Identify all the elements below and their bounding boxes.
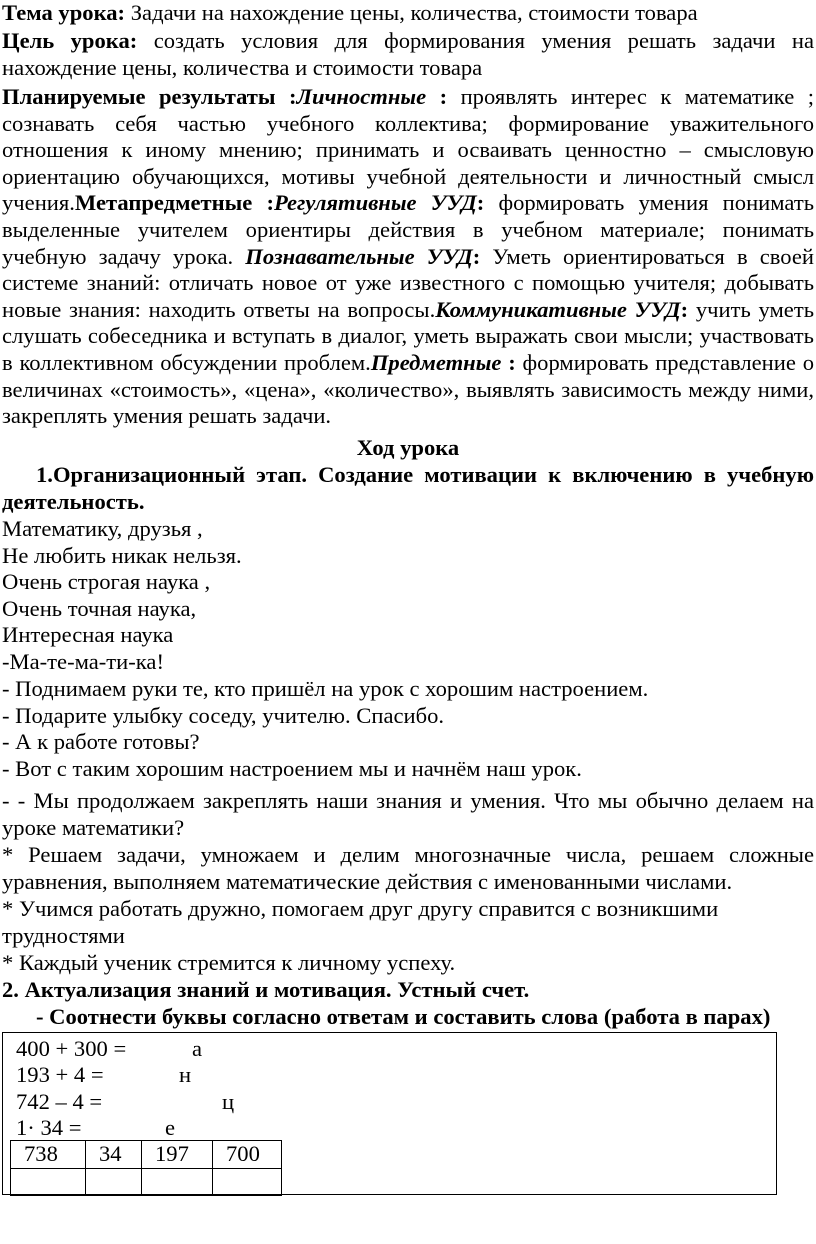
regulative-colon: : — [476, 190, 485, 216]
letter-input-cell[interactable] — [11, 1168, 86, 1195]
answers-table — [10, 1140, 282, 1196]
personal-label: Личностные — [296, 84, 427, 109]
math-question: - - Мы продолжаем закреплять наши знания и умения. Что мы обычно делаем на уроке математики? — [2, 788, 814, 840]
dialog-line: - Вот с таким хорошим настроением мы и начнём наш урок. — [2, 755, 582, 781]
personal-colon: : — [426, 84, 448, 109]
task-row — [16, 1036, 203, 1063]
answers-row — [11, 1141, 282, 1169]
task-row — [16, 1062, 192, 1089]
exercise-title: - Соотнести буквы согласно ответам и составить слова (работа в парах) — [36, 1004, 771, 1029]
dialog-line: - Поднимаем руки те, кто пришёл на урок с хорошим настроением. — [2, 676, 649, 701]
answer-cell: 197 — [142, 1141, 213, 1169]
communicative-text: учить уметь слушать собеседника и вступать в диалог, уметь выражать свои мысли; участвовать в коллективном обсуждении проблем. — [2, 296, 815, 375]
subject-colon: : — [501, 349, 516, 375]
letter-input-cell[interactable] — [213, 1168, 282, 1195]
bullet-item: * Учимся работать дружно, помогаем друг другу справится с возникшими трудностями — [2, 896, 719, 948]
cognitive-text: Уметь ориентироваться в своей системе знаний: отличать новое от уже известного с помощью учителя; добывать новые знания: находить ответы на вопросы. — [2, 243, 814, 322]
topic-text: Задачи на нахождение цены, количества, стоимости товара — [125, 0, 698, 25]
subject-label: Предметные — [370, 349, 502, 375]
topic-line — [2, 0, 698, 27]
cognitive-colon: : — [472, 243, 481, 269]
poem-line: Очень строгая наука , — [2, 569, 211, 594]
task-expression: 193 + 4 = — [16, 1062, 104, 1087]
goal-paragraph — [2, 28, 814, 81]
meta-label: Метапредметные : — [74, 190, 275, 216]
answer-cell: 738 — [11, 1141, 86, 1169]
task-row — [16, 1115, 176, 1142]
task-letter: а — [192, 1036, 203, 1061]
dialog-line: - Подарите улыбку соседу, учителю. Спасибо. — [2, 702, 445, 728]
stage1-title: 1.Организационный этап. Создание мотивации к включению в учебную деятельность. — [2, 462, 814, 514]
stage2-title: 2. Актуализация знаний и мотивация. Устный счет. — [2, 977, 530, 1002]
task-expression: 400 + 300 = — [16, 1036, 127, 1061]
letter-input-cell[interactable] — [86, 1168, 142, 1195]
bullet-item: * Решаем задачи, умножаем и делим многозначные числа, решаем сложные уравнения, выполняем математические действия с именованными числами. — [2, 842, 814, 894]
answer-cell: 34 — [86, 1141, 142, 1169]
task-letter: н — [179, 1062, 192, 1087]
personal-text: проявлять интерес к математике ; сознавать себя частью учебного коллектива; формирование уважительного отношения к иному мнению; принимать и осваивать ценностно – смысловую ориентацию обучающихся, мотивы учебной деятельности и личностный смысл учения. — [2, 84, 814, 216]
letter-input-cell[interactable] — [142, 1168, 213, 1195]
teacher-dialog — [2, 676, 648, 782]
exercise-box — [2, 1032, 777, 1195]
regulative-text: формировать умения понимать выделенные учителем ориентиры действия в учебном материале; понимать учебную задачу урока. — [2, 190, 815, 269]
task-letter: е — [165, 1115, 176, 1140]
goal-text: создать условия для формирования умения решать задачи на нахождение цены, количества и стоимости товара — [2, 28, 814, 80]
bullet-item: * Каждый ученик стремится к личному успеху. — [2, 950, 456, 975]
poem-line: Математику, друзья , — [2, 516, 203, 541]
topic-label: Тема урока: — [2, 0, 126, 25]
task-row — [16, 1089, 235, 1116]
lesson-title: Ход урока — [356, 435, 460, 460]
poem-line: -Ма-те-ма-ти-ка! — [2, 648, 164, 674]
communicative-colon: : — [680, 296, 689, 322]
results-label: Планируемые результаты : — [2, 84, 297, 109]
task-letter: ц — [222, 1089, 235, 1114]
poem-line: Интересная наука — [2, 622, 174, 647]
letters-row — [11, 1168, 282, 1195]
answer-cell: 700 — [213, 1141, 282, 1169]
task-expression: 1· 34 = — [16, 1115, 82, 1140]
results-paragraph — [2, 84, 814, 430]
cognitive-label: Познавательные УУД — [245, 243, 473, 269]
poem-line: Очень точная наука, — [2, 595, 197, 621]
poem-line: Не любить никак нельзя. — [2, 542, 242, 568]
communicative-label: Коммуникативные УУД — [435, 296, 681, 322]
regulative-label: Регулятивные УУД — [274, 190, 477, 216]
dialog-line: - А к работе готовы? — [2, 729, 200, 754]
task-expression: 742 – 4 = — [16, 1089, 103, 1114]
subject-text: формировать представление о величинах «стоимость», «цена», «количество», выявлять зависимость между ними, закреплять умения решать задачи. — [2, 349, 814, 429]
goal-label: Цель урока: — [2, 28, 138, 53]
poem — [2, 516, 242, 675]
